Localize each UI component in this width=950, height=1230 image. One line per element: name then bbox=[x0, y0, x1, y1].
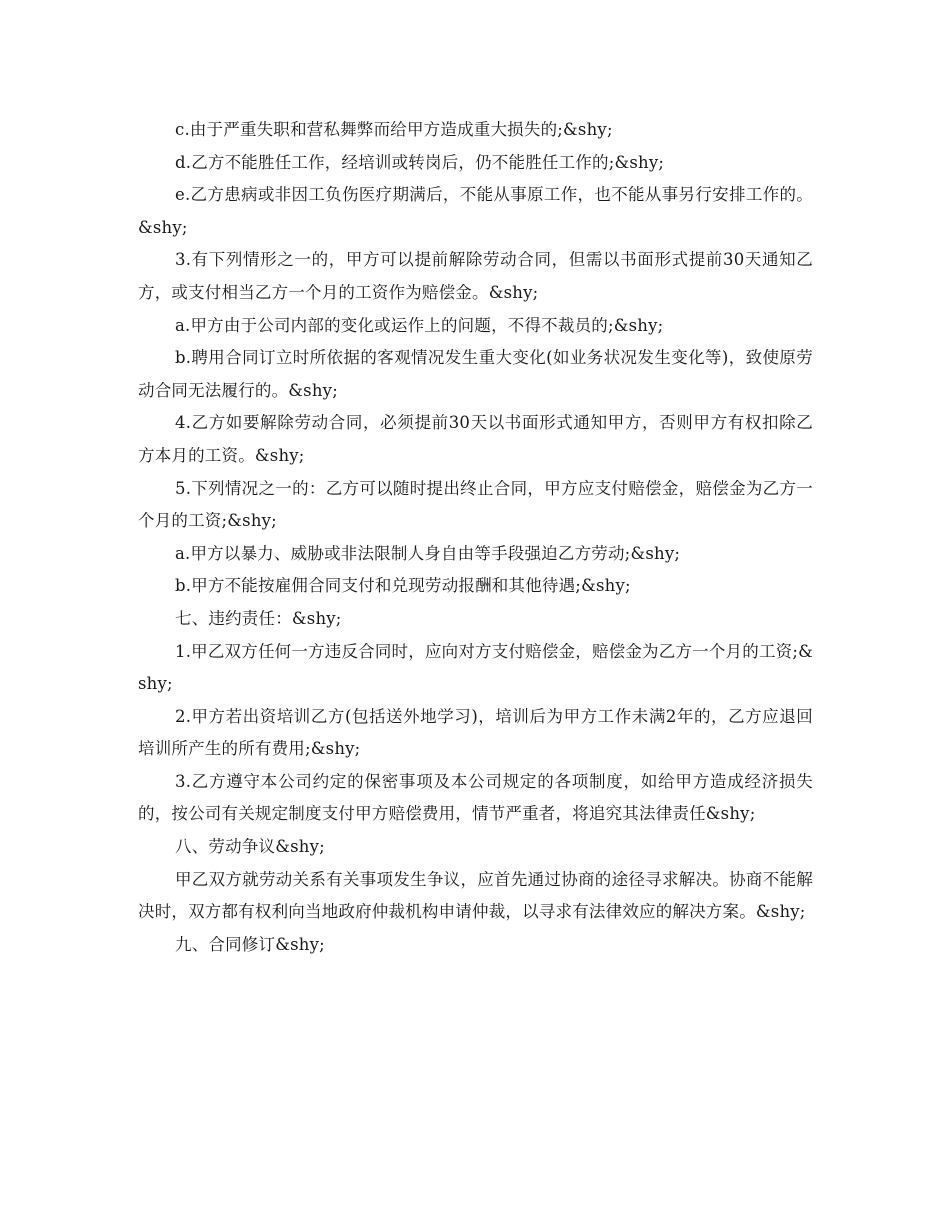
clause-3a-layoff: a.甲方由于公司内部的变化或运作上的问题，不得不裁员的;&shy; bbox=[175, 315, 664, 335]
section-8-dispute-text: 甲乙双方就劳动关系有关事项发生争议，应首先通过协商的途径寻求解决。协商不能解决时，双方都有权利向当地政府仲裁机构申请仲裁，以寻求有法律效应的解决方案。&shy; bbox=[138, 869, 813, 922]
section-9-heading: 九、合同修订&shy; bbox=[175, 934, 325, 954]
clause-3b-circumstance-change: b.聘用合同订立时所依据的客观情况发生重大变化(如业务状况发生变化等)，致使原劳动合同无法履行的。&shy; bbox=[138, 348, 813, 400]
clause-e-illness: e.乙方患病或非因工负伤医疗期满后，不能从事原工作，也不能从事另行安排工作的。&shy; bbox=[138, 185, 813, 237]
clause-5-immediate-termination: 5.下列情况之一的：乙方可以随时提出终止合同，甲方应支付赔偿金，赔偿金为乙方一个月的工资;&shy; bbox=[138, 478, 813, 531]
section-7-heading: 七、违约责任：&shy; bbox=[175, 608, 342, 628]
clause-7-3-confidentiality: 3.乙方遵守本公司约定的保密事项及本公司规定的各项制度，如给甲方造成经济损失的，按公司有关规定制度支付甲方赔偿费用，情节严重者，将追究其法律责任&shy; bbox=[138, 771, 813, 824]
section-8-heading: 八、劳动争议&shy; bbox=[175, 837, 325, 857]
clause-4-employee-resignation: 4.乙方如要解除劳动合同，必须提前30天以书面形式通知甲方，否则甲方有权扣除乙方本月的工资。&shy; bbox=[138, 413, 813, 465]
clause-5a-forced-labor: a.甲方以暴力、威胁或非法限制人身自由等手段强迫乙方劳动;&shy; bbox=[175, 543, 681, 563]
clause-c-serious-negligence: c.由于严重失职和营私舞弊而给甲方造成重大损失的;&shy; bbox=[175, 120, 613, 139]
clause-7-1-breach-compensation: 1.甲乙双方任何一方违反合同时，应向对方支付赔偿金，赔偿金为乙方一个月的工资;&shy; bbox=[138, 641, 813, 694]
clause-d-incompetence: d.乙方不能胜任工作，经培训或转岗后，仍不能胜任工作的;&shy; bbox=[175, 152, 665, 172]
clause-7-2-training-costs: 2.甲方若出资培训乙方(包括送外地学习)，培训后为甲方工作未满2年的，乙方应退回培训所产生的所有费用;&shy; bbox=[138, 706, 813, 759]
clause-5b-unpaid-wages: b.甲方不能按雇佣合同支付和兑现劳动报酬和其他待遇;&shy; bbox=[175, 576, 631, 596]
clause-3-advance-termination: 3.有下列情形之一的，甲方可以提前解除劳动合同，但需以书面形式提前30天通知乙方，或支付相当乙方一个月的工资作为赔偿金。&shy; bbox=[138, 250, 813, 302]
document-body bbox=[138, 114, 813, 961]
